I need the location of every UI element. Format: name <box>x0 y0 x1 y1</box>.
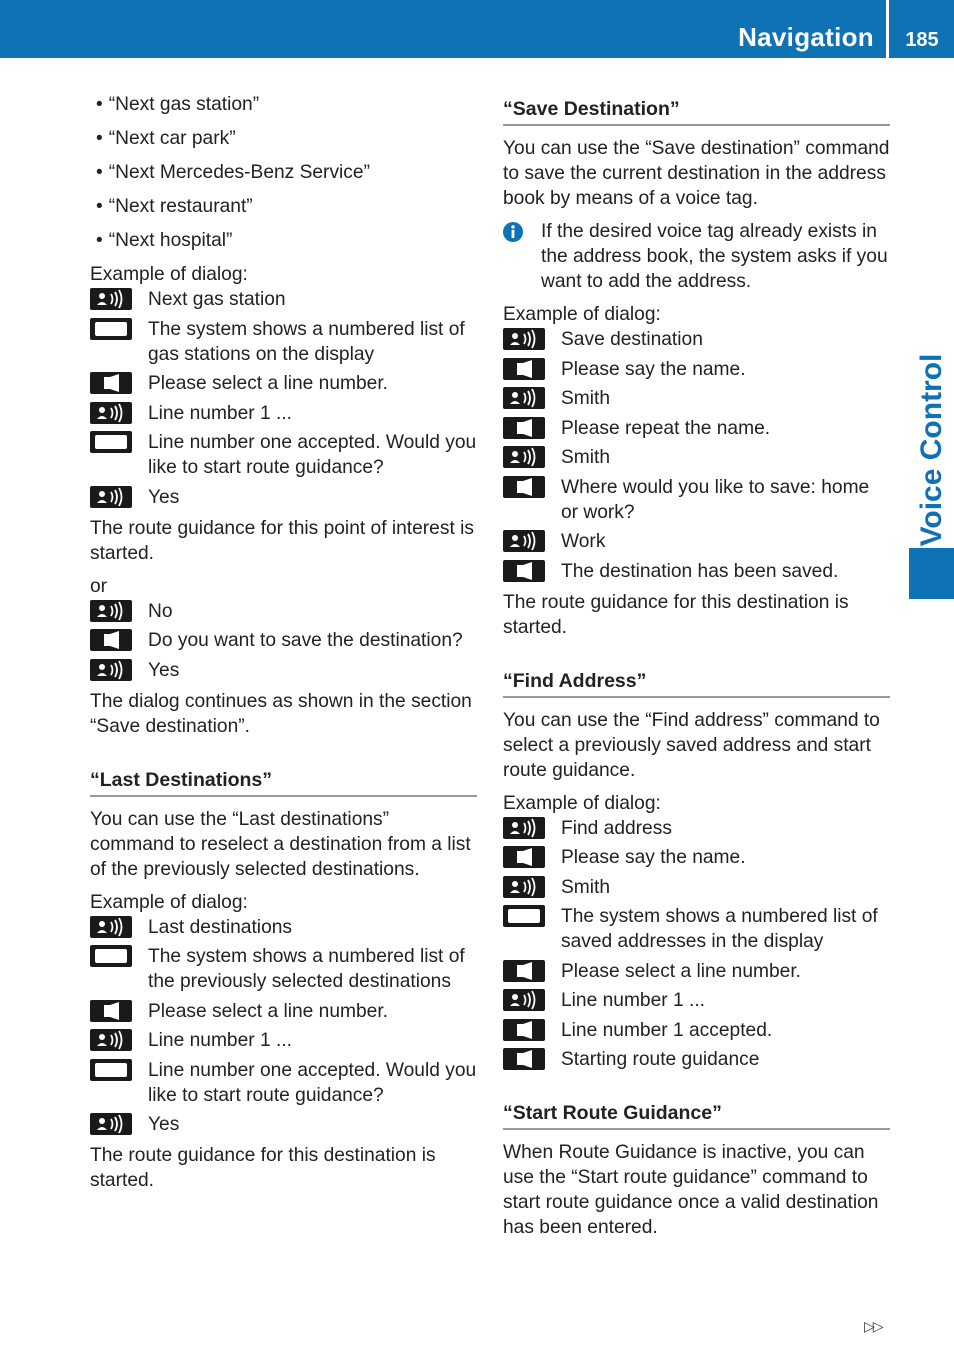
section-heading: “Last Destinations” <box>90 767 477 797</box>
dialog-text: Please say the name. <box>561 358 746 380</box>
section-title: Navigation <box>738 22 874 52</box>
dialog-text: The system shows a numbered list of saved addresses in the display <box>561 906 878 952</box>
header-divider <box>886 0 889 58</box>
voice-output-icon <box>503 846 545 868</box>
voice-output-icon <box>90 372 132 394</box>
info-note <box>503 219 890 294</box>
voice-output-icon <box>503 960 545 982</box>
left-column <box>90 92 477 1201</box>
page-header <box>0 0 954 58</box>
or-text: or <box>90 575 108 597</box>
info-text: If the desired voice tag already exists in the address book, the system asks if you want to add the address. <box>541 221 888 292</box>
right-column <box>503 92 890 1248</box>
dialog-text: Starting route guidance <box>561 1049 760 1070</box>
dialog-line <box>90 317 477 367</box>
voice-command-icon <box>503 876 545 898</box>
list-item: • “Next Mercedes-Benz Service” <box>90 160 477 185</box>
voice-output-icon <box>90 629 132 651</box>
dialog-text: Please select a line number. <box>561 960 801 982</box>
dialog-text: Last destinations <box>148 916 292 938</box>
dialog-line <box>503 959 890 984</box>
dialog-text: Line number one accepted. Would you like to start route guidance? <box>148 432 477 478</box>
dialog-line <box>503 816 890 841</box>
dialog-text: Line number 1 ... <box>148 1030 292 1051</box>
dialog-text: Line number 1 accepted. <box>561 1019 773 1041</box>
dialog-line <box>503 416 890 441</box>
voice-command-icon <box>90 659 132 681</box>
dialog-text: Line number 1 ... <box>561 990 705 1011</box>
dialog-line <box>90 371 477 396</box>
voice-output-icon <box>503 560 545 582</box>
dialog-line <box>503 845 890 870</box>
dialog-text: Where would you like to save: home or work? <box>561 476 870 523</box>
body-text: The route guidance for this point of interest is started. <box>90 517 474 564</box>
dialog-text: No <box>148 600 173 622</box>
voice-command-icon <box>90 288 132 310</box>
dialog-line <box>503 988 890 1013</box>
dialog-line <box>90 944 477 994</box>
dialog-example <box>503 327 890 584</box>
dialog-line <box>90 1028 477 1053</box>
body-text: The dialog continues as shown in the section “Save destination”. <box>90 690 472 737</box>
dialog-line <box>90 599 477 624</box>
dialog-line <box>503 904 890 954</box>
dialog-text: Please repeat the name. <box>561 417 771 439</box>
body-text: You can use the “Find address” command to select a previously saved address and start route guidance. <box>503 709 880 781</box>
dialog-text: Please select a line number. <box>148 373 388 394</box>
dialog-line <box>503 875 890 900</box>
continued-arrow-icon: ▷▷ <box>864 1318 882 1334</box>
dialog-line <box>503 327 890 352</box>
example-label: Example of dialog: <box>503 792 661 814</box>
dialog-text: Line number one accepted. Would you like to start route guidance? <box>148 1059 477 1106</box>
list-item: • “Next restaurant” <box>90 194 477 219</box>
dialog-text: Yes <box>148 486 180 508</box>
dialog-line <box>503 445 890 470</box>
section-heading: “Save Destination” <box>503 96 890 126</box>
display-screen-icon <box>503 905 545 927</box>
body-text: The route guidance for this destination is started. <box>503 591 849 638</box>
voice-command-icon <box>90 916 132 938</box>
voice-command-icon <box>90 1113 132 1135</box>
dialog-line <box>90 915 477 940</box>
dialog-text: Work <box>561 531 606 552</box>
dialog-text: Smith <box>561 447 611 468</box>
dialog-line <box>503 475 890 525</box>
section-heading: “Find Address” <box>503 668 890 698</box>
dialog-line <box>90 430 477 480</box>
display-screen-icon <box>90 1059 132 1081</box>
dialog-text: The destination has been saved. <box>561 560 839 582</box>
display-screen-icon <box>90 431 132 453</box>
list-item: • “Next gas station” <box>90 92 477 117</box>
dialog-example <box>90 599 477 683</box>
page-number: 185 <box>905 29 939 51</box>
voice-output-icon <box>503 1019 545 1041</box>
dialog-line <box>503 559 890 584</box>
dialog-text: Please select a line number. <box>148 1000 388 1022</box>
info-icon <box>503 222 523 297</box>
voice-command-icon <box>90 600 132 622</box>
voice-output-icon <box>90 1000 132 1022</box>
section-heading: “Start Route Guidance” <box>503 1100 890 1130</box>
voice-command-icon <box>503 530 545 552</box>
voice-command-icon <box>90 486 132 508</box>
dialog-text: The system shows a numbered list of the previously selected destinations <box>148 946 465 992</box>
dialog-text: Smith <box>561 876 611 898</box>
dialog-line <box>90 999 477 1024</box>
dialog-line <box>503 386 890 411</box>
dialog-text: Yes <box>148 1114 180 1135</box>
voice-command-icon <box>503 446 545 468</box>
dialog-line <box>503 357 890 382</box>
voice-output-icon <box>503 476 545 498</box>
voice-output-icon <box>503 358 545 380</box>
voice-command-icon <box>90 1029 132 1051</box>
chapter-label-text: Voice Control <box>914 353 948 547</box>
dialog-line <box>503 1018 890 1043</box>
dialog-line <box>90 628 477 653</box>
body-text: The route guidance for this destination is started. <box>90 1145 436 1191</box>
dialog-line <box>90 287 477 312</box>
dialog-text: The system shows a numbered list of gas stations on the display <box>148 318 465 365</box>
voice-command-icon <box>503 387 545 409</box>
dialog-line <box>503 1047 890 1072</box>
example-label: Example of dialog: <box>90 264 248 285</box>
chapter-tab-marker <box>909 548 954 599</box>
body-text: You can use the “Last destinations” command to reselect a destination from a list of the previously selected destinations. <box>90 808 471 880</box>
example-label: Example of dialog: <box>90 891 248 913</box>
dialog-line <box>90 1112 477 1137</box>
dialog-text: Save destination <box>561 329 703 350</box>
body-text: You can use the “Save destination” command to save the current destination in the address book by means of a voice tag. <box>503 138 890 209</box>
dialog-example <box>90 287 477 510</box>
dialog-text: Line number 1 ... <box>148 402 292 424</box>
dialog-text: Next gas station <box>148 289 286 310</box>
dialog-text: Smith <box>561 388 611 409</box>
list-item: • “Next car park” <box>90 126 477 151</box>
voice-command-icon <box>503 817 545 839</box>
dialog-line <box>90 1058 477 1108</box>
poi-command-list <box>90 92 477 253</box>
body-text: When Route Guidance is inactive, you can use the “Start route guidance” command to start route guidance once a valid destination has been entered. <box>503 1142 879 1238</box>
voice-command-icon <box>503 328 545 350</box>
voice-output-icon <box>503 417 545 439</box>
voice-command-icon <box>503 989 545 1011</box>
dialog-text: Yes <box>148 659 180 681</box>
dialog-text: Do you want to save the destination? <box>148 630 463 651</box>
dialog-line <box>503 529 890 554</box>
voice-command-icon <box>90 402 132 424</box>
example-label: Example of dialog: <box>503 304 661 325</box>
dialog-text: Find address <box>561 817 672 839</box>
dialog-line <box>90 485 477 510</box>
dialog-line <box>90 658 477 683</box>
dialog-example <box>503 816 890 1073</box>
dialog-example <box>90 915 477 1138</box>
display-screen-icon <box>90 318 132 340</box>
dialog-line <box>90 401 477 426</box>
voice-output-icon <box>503 1048 545 1070</box>
display-screen-icon <box>90 945 132 967</box>
list-item: • “Next hospital” <box>90 228 477 253</box>
dialog-text: Please say the name. <box>561 847 746 868</box>
